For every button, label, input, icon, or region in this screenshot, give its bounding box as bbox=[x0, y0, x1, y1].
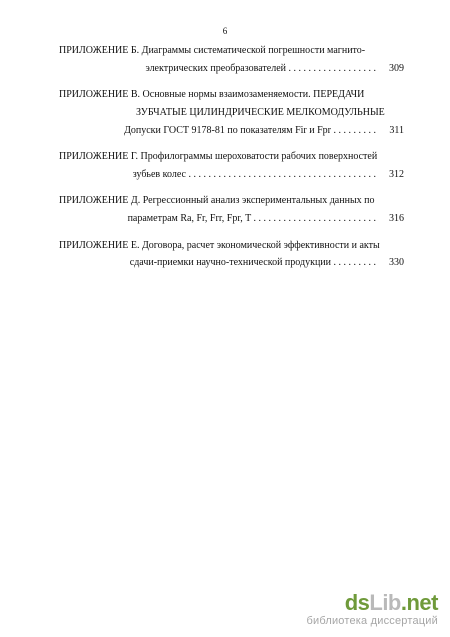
logo-lib: Lib bbox=[369, 590, 401, 615]
toc-entry-appendix-v bbox=[59, 86, 404, 139]
page-number: 6 bbox=[222, 26, 228, 36]
table-of-contents bbox=[59, 42, 404, 281]
toc-entry-title: ПРИЛОЖЕНИЕ Б. Диаграммы систематической погрешности магнито- bbox=[59, 45, 366, 56]
toc-entry-appendix-b bbox=[59, 42, 404, 78]
toc-entry-last-line bbox=[59, 122, 404, 140]
toc-entry-title: ПРИЛОЖЕНИЕ Е. Договора, расчет экономической эффективности и акты bbox=[59, 239, 380, 251]
toc-entry-last-line bbox=[59, 166, 404, 184]
toc-entry-page: 311 bbox=[389, 124, 404, 136]
toc-entry-appendix-g bbox=[59, 148, 404, 184]
logo-net: .net bbox=[400, 590, 438, 615]
toc-entry-leader-text: электрических преобразователей . . . . . . . . . . . . . . . . . . bbox=[145, 62, 376, 74]
toc-entry-last-line bbox=[59, 210, 404, 228]
watermark-subtitle: библиотека диссертаций bbox=[306, 615, 438, 627]
toc-entry-title-continued: ЗУБЧАТЫЕ ЦИЛИНДРИЧЕСКИЕ МЕЛКОМОДУЛЬНЫЕ bbox=[136, 106, 385, 118]
toc-entry-leader-text: Допуски ГОСТ 9178-81 по показателям Fir и Fpr . . . . . . . . . bbox=[124, 124, 376, 136]
toc-entry-appendix-e bbox=[59, 237, 404, 273]
dslib-watermark bbox=[306, 592, 438, 627]
toc-entry-page: 312 bbox=[389, 168, 404, 180]
toc-entry-page: 309 bbox=[389, 62, 404, 74]
toc-entry-appendix-d bbox=[59, 192, 404, 228]
toc-entry-leader-text: зубьев колес . . . . . . . . . . . . . . . . . . . . . . . . . . . . . . . . . . . . . . bbox=[132, 168, 376, 180]
toc-entry-title: ПРИЛОЖЕНИЕ Г. Профилограммы шероховатости рабочих поверхностей bbox=[59, 151, 378, 163]
toc-entry-title: ПРИЛОЖЕНИЕ Д. Регрессионный анализ экспериментальных данных по bbox=[59, 195, 375, 207]
toc-entry-leader-text: сдачи-приемки научно-технической продукции . . . . . . . . . bbox=[129, 257, 376, 269]
toc-entry-leader-text: параметрам Ra, Fr, Frr, Fpr, T . . . . . . . . . . . . . . . . . . . . . . . . . bbox=[127, 213, 376, 225]
toc-entry-page: 316 bbox=[389, 213, 404, 225]
toc-entry-last-line bbox=[59, 60, 404, 78]
toc-entry-title: ПРИЛОЖЕНИЕ В. Основные нормы взаимозаменяемости. ПЕРЕДАЧИ bbox=[59, 89, 365, 101]
dslib-logo bbox=[306, 592, 438, 614]
toc-entry-last-line bbox=[59, 254, 404, 272]
toc-entry-page: 330 bbox=[389, 257, 404, 269]
logo-ds: ds bbox=[344, 590, 370, 615]
